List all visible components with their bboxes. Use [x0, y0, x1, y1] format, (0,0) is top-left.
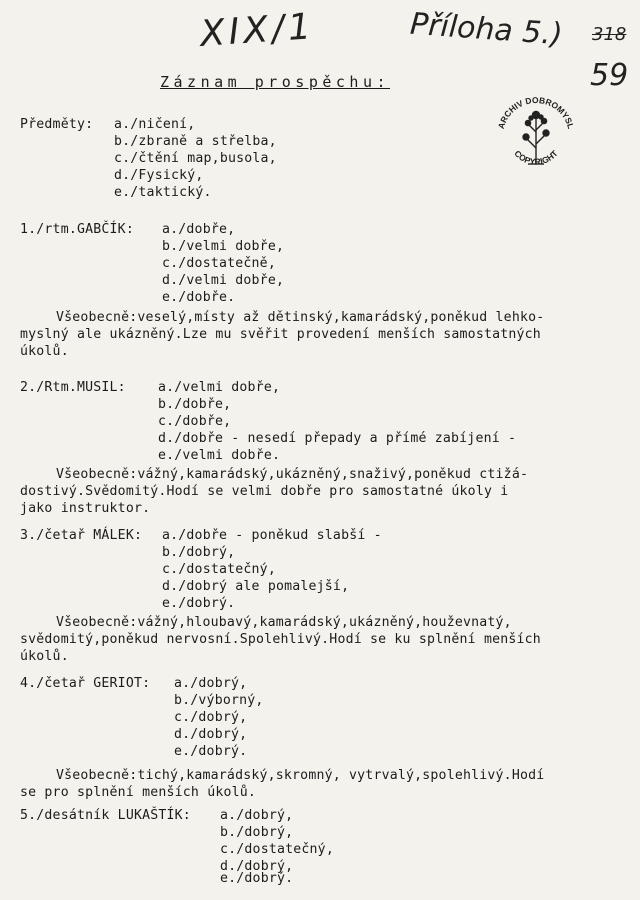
handwritten-attachment-note: Příloha 5.)	[408, 6, 564, 53]
grade-line: e./velmi dobře.	[158, 448, 281, 463]
general-assessment: svědomitý,poněkud nervosní.Spolehlivý.Hodí se ku splnění menších	[20, 632, 541, 647]
general-assessment: Všeobecně:vážný,hloubavý,kamarádský,ukázněný,houževnatý,	[56, 615, 512, 630]
grade-line: e./dobrý.	[220, 871, 294, 886]
grade-line: a./dobrý,	[220, 808, 294, 823]
archive-stamp	[495, 92, 577, 174]
grade-line: b./dobrý,	[220, 825, 294, 840]
grade-line: a./dobrý,	[174, 676, 248, 691]
general-assessment: úkolů.	[20, 344, 69, 359]
record-heading: 3./četař MÁLEK:	[20, 528, 143, 543]
general-assessment: dostivý.Svědomitý.Hodí se velmi dobře pro samostatné úkoly i	[20, 484, 509, 499]
subject-item: e./taktický.	[114, 185, 212, 200]
general-assessment: Všeobecně:vážný,kamarádský,ukázněný,snaživý,poněkud ctižá-	[56, 467, 529, 482]
handwritten-struck-number: 318	[592, 24, 627, 45]
grade-line: c./dobře,	[158, 414, 232, 429]
grade-line: d./dobrý ale pomalejší,	[162, 579, 350, 594]
grade-line: b./velmi dobře,	[162, 239, 285, 254]
grade-line: a./dobře - poněkud slabší -	[162, 528, 382, 543]
grade-line: c./dobrý,	[174, 710, 248, 725]
grade-line: a./velmi dobře,	[158, 380, 281, 395]
grade-line: d./dobrý,	[220, 859, 294, 874]
grade-line: c./dostatečně,	[162, 256, 276, 271]
stamp-top-text: ARCHIV DOBROMYSL	[495, 94, 577, 131]
grade-line: a./dobře,	[162, 222, 236, 237]
handwritten-file-mark: XIX/1	[198, 6, 317, 55]
subject-item: b./zbraně a střelba,	[114, 134, 277, 149]
handwritten-page-number: 59	[590, 58, 629, 93]
grade-line: d./dobrý,	[174, 727, 248, 742]
stamp-bottom-text: COPYRIGHT	[512, 148, 560, 167]
record-heading: 1./rtm.GABČÍK:	[20, 222, 134, 237]
general-assessment: Všeobecně:tichý,kamarádský,skromný, vytrvalý,spolehlivý.Hodí	[56, 768, 545, 783]
general-assessment: myslný ale ukázněný.Lze mu svěřit provedení menších samostatných	[20, 327, 541, 342]
grade-line: e./dobře.	[162, 290, 236, 305]
subject-item: a./ničení,	[114, 117, 196, 132]
page-title: Záznam prospěchu:	[160, 73, 391, 91]
record-heading: 5./desátník LUKAŠTÍK:	[20, 808, 191, 823]
grade-line: c./dostatečný,	[220, 842, 334, 857]
general-assessment: úkolů.	[20, 649, 69, 664]
subject-item: c./čtění map,busola,	[114, 151, 277, 166]
general-assessment: jako instruktor.	[20, 501, 151, 516]
subject-item: d./Fysický,	[114, 168, 204, 183]
record-heading: 2./Rtm.MUSIL:	[20, 380, 126, 395]
general-assessment: Všeobecně:veselý,místy až dětinský,kamarádský,poněkud lehko-	[56, 310, 545, 325]
record-heading: 4./četař GERIOT:	[20, 676, 151, 691]
grade-line: b./dobrý,	[162, 545, 236, 560]
grade-line: d./dobře - nesedí přepady a přímé zabíjení -	[158, 431, 517, 446]
grade-line: d./velmi dobře,	[162, 273, 285, 288]
grade-line: b./dobře,	[158, 397, 232, 412]
general-assessment: se pro splnění menších úkolů.	[20, 785, 257, 800]
grade-line: b./výborný,	[174, 693, 264, 708]
grade-line: c./dostatečný,	[162, 562, 276, 577]
grade-line: e./dobrý.	[174, 744, 248, 759]
subjects-label: Předměty:	[20, 117, 94, 132]
grade-line: e./dobrý.	[162, 596, 236, 611]
